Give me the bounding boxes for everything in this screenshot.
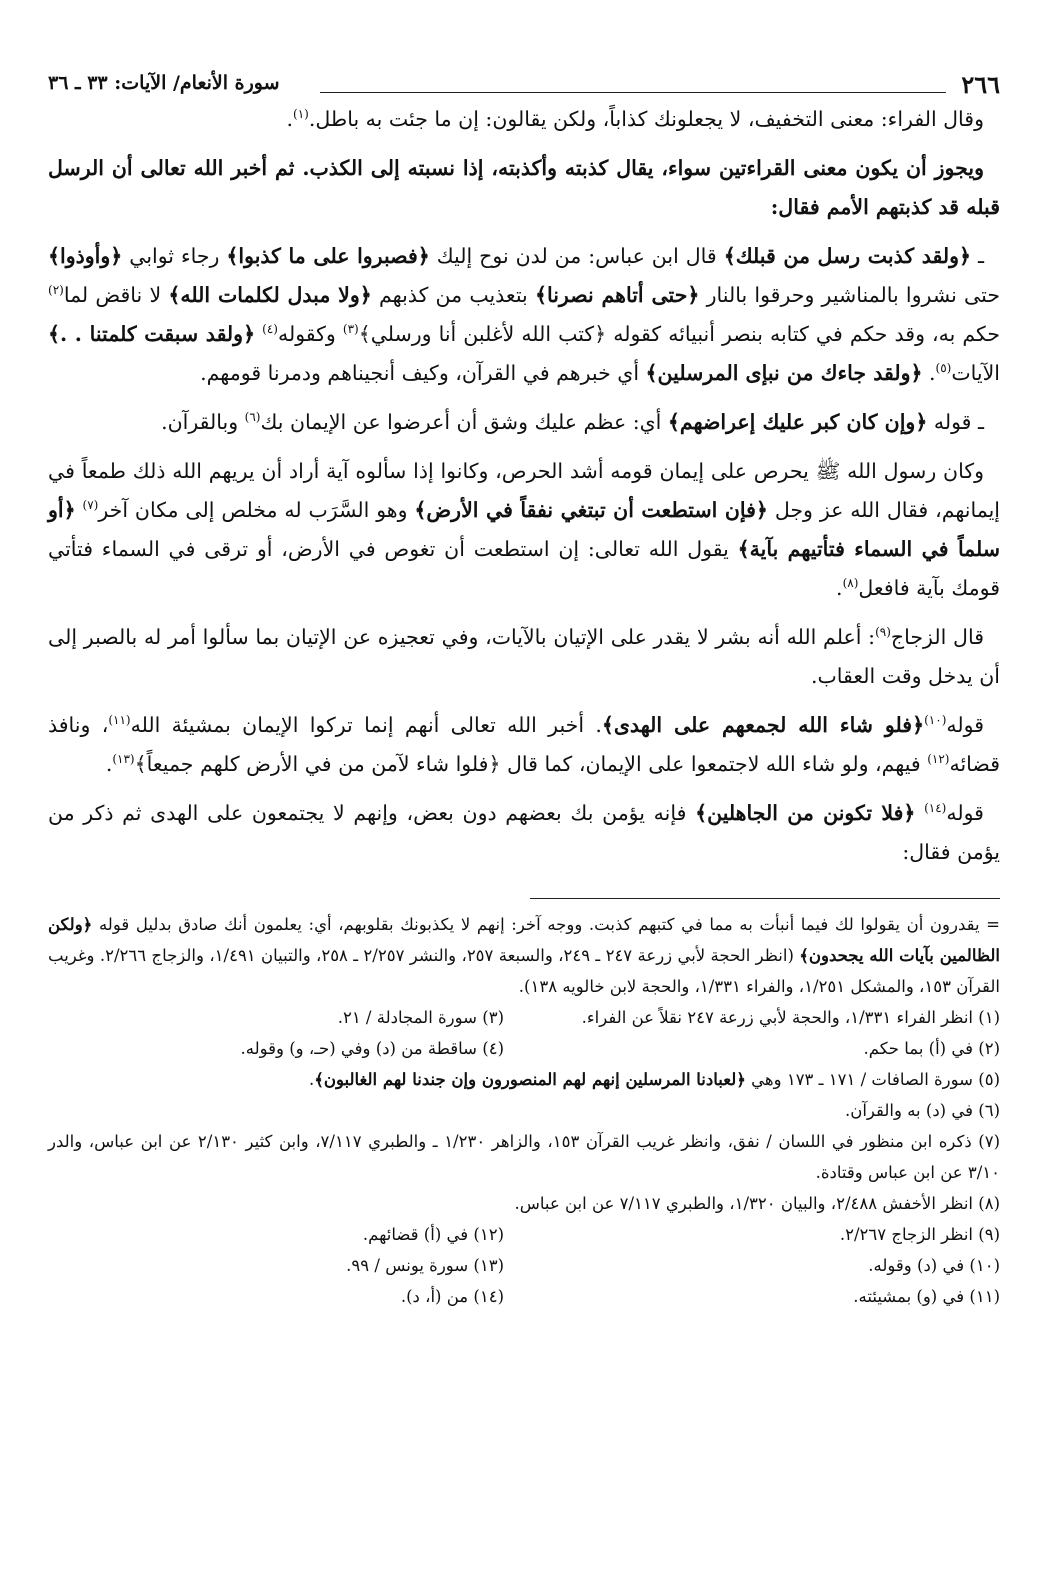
text-run: قال الزجاج	[890, 625, 984, 649]
quran-quote: ﴿حتى أتاهم نصرنا﴾	[534, 283, 700, 307]
footnote-6: (٦) في (د) به والقرآن.	[844, 1101, 1000, 1120]
text-run: (انظر الحجة لأبي زرعة ٢٤٧ ـ ٢٤٩، والسبعة ٢٥٧، والنشر ٢/٢٥٧ ـ ٢٥٨، والتبيان ١/٤٩١، والزجاج ٢/٢٦٦. وغريب القرآن ١٥٣، والمشكل ١/٢٥١، والفراء ١/٣٣١، والحجة لابن خالويه ١٣٨).	[48, 946, 1000, 996]
text-run: الآيات	[951, 361, 1000, 385]
quran-quote: ﴿ولقد سبقت كلمتنا . .﴾	[48, 322, 256, 346]
text-run: .	[105, 752, 113, 776]
text-run: .	[836, 576, 843, 600]
text-run	[76, 498, 83, 522]
text-run: قوله	[946, 801, 984, 825]
paragraph	[48, 149, 1000, 227]
text-run: لا ناقض لما	[63, 283, 169, 307]
quran-quote: ﴿فلا تكونن من الجاهلين﴾	[695, 801, 916, 825]
footnote-item: (١١) في (و) بمشيئته.	[853, 1287, 1000, 1306]
quran-quote: ويجوز أن يكون معنى القراءتين سواء، يقال كذبته وأكذبته، إذا نسبته إلى الكذب. ثم أخبر الله تعالى أن الرسل قبله قد كذبتهم الأمم فقال:	[48, 156, 1000, 219]
footnote-marker: (٧)	[82, 498, 99, 513]
text-run: وبالقرآن.	[161, 410, 245, 434]
footnote-marker: (١٤)	[924, 801, 947, 816]
paragraph	[48, 237, 1000, 393]
footnote-5	[48, 1064, 1000, 1095]
quran-quote: ﴿ولا مبدل لكلمات الله﴾	[168, 283, 372, 307]
quran-quote: ﴿فلو شاء الله لجمعهم على الهدى﴾	[601, 713, 925, 737]
footnote-marker: (٦)	[244, 410, 261, 425]
footnote-continuation	[48, 909, 1000, 1002]
running-head: سورة الأنعام/ الآيات: ٣٣ ـ ٣٦	[48, 72, 280, 94]
paragraph	[48, 452, 1000, 608]
footnote-item: (١٢) في (أ) قضائهم.	[362, 1225, 504, 1244]
quran-quote: ﴿أو سلماً في السماء فتأتيهم بآية﴾	[48, 498, 1001, 561]
footnote-separator	[530, 898, 1000, 899]
text-run: ـ	[971, 244, 984, 268]
footnote-item: (٢) في (أ) بما حكم.	[863, 1039, 1000, 1058]
footnotes	[48, 909, 1000, 1312]
text-run: أي: عظم عليك وشق أن أعرضوا عن الإيمان بك	[260, 410, 668, 434]
quran-quote: ﴿فصبروا على ما كذبوا﴾	[226, 244, 430, 268]
text-run: وهو السَّرَب له مخلص إلى مكان آخر	[98, 498, 415, 522]
footnote-marker: (٤)	[262, 322, 278, 337]
footnote-marker: (٥)	[935, 361, 952, 376]
quran-quote: ﴿وأوذوا﴾	[48, 244, 123, 268]
footnote-marker: (٣)	[342, 322, 359, 337]
text-run: (٥) سورة الصافات / ١٧١ ـ ١٧٣ وهي	[745, 1070, 1000, 1089]
footnote-pairs	[48, 1002, 1000, 1064]
text-run	[915, 801, 924, 825]
book-page	[48, 60, 1000, 1560]
footnote-marker: (٩)	[875, 625, 891, 640]
paragraph	[48, 100, 1000, 139]
text-run: وقال الفراء: معنى التخفيف، لا يجعلونك كذاباً، ولكن يقالون: إن ما جئت به باطل.	[308, 107, 984, 131]
text-run: قوله	[946, 713, 985, 737]
text-run: بتعذيب من كذبهم	[371, 283, 535, 307]
text-run: ـ قوله	[927, 410, 984, 434]
text-run: . أخبر الله تعالى أنهم إنما تركوا الإيمان بمشيئة الله	[130, 713, 602, 737]
quran-quote: ﴿وإن كان كبر عليك إعراضهم﴾	[667, 410, 928, 434]
quran-quote: ﴿ولقد جاءك من نبإى المرسلين﴾	[645, 361, 923, 385]
text-run: .	[922, 361, 936, 385]
footnote-item: (١٤) من (أ، د).	[400, 1287, 504, 1306]
footnote-item: (٤) ساقطة من (د) وفي (حـ، و) وقوله.	[240, 1039, 504, 1058]
footnote-marker: (١)	[293, 107, 309, 122]
footnote-marker: (١٣)	[112, 752, 135, 767]
text-run: يقول الله تعالى: إن استطعت أن تغوص في الأرض، أو ترقى في السماء فتأتي قومك بآية فافعل	[48, 537, 1000, 600]
header-rule	[320, 92, 946, 93]
text-run: = يقدرون أن يقولوا لك فيما أنبأت به مما في كتبهم كذبت. ووجه آخر: إنهم لا يكذبونك بقلوبهم، أي: يعلمون أنك صادق بدليل قوله	[92, 915, 1000, 934]
paragraph	[48, 706, 1000, 784]
text-run: حكم به، وقد حكم في كتابه بنصر أنبيائه كقوله ﴿كتب الله لأغلبن أنا ورسلي﴾	[358, 322, 1000, 346]
quran-quote: ﴿ولكن الظالمين بآيات الله يجحدون﴾	[48, 915, 1001, 965]
page-header	[48, 60, 1000, 100]
text-run: .	[286, 107, 294, 131]
quran-quote: ﴿لعبادنا المرسلين إنهم لهم المنصورون وإن جندنا لهم الغالبون﴾	[314, 1070, 746, 1089]
footnote-marker: (١٢)	[927, 752, 950, 767]
quran-quote: ﴿ولقد كذبت رسل من قبلك﴾	[723, 244, 971, 268]
paragraph	[48, 618, 1000, 696]
footnote-item: (٣) سورة المجادلة / ٢١.	[337, 1008, 504, 1027]
footnote-marker: (٨)	[842, 576, 859, 591]
text-run: فإنه يؤمن بك بعضهم دون بعض، وإنهم لا يجتمعون على الهدى ثم ذكر من يؤمن فقال:	[48, 801, 1000, 864]
text-run: وكقوله	[277, 322, 343, 346]
text-run: وكان رسول الله ﷺ يحرص على إيمان قومه أشد الحرص، وكانوا إذا سألوه آية أراد أن يريهم الله ذلك طمعاً في إيمانهم، فقال الله عز وجل	[48, 459, 1000, 522]
text-run: .	[308, 1070, 315, 1089]
text-run: : أعلم الله أنه بشر لا يقدر على الإتيان بالآيات، وفي تعجيزه عن الإتيان بما سألوا أمر له بالصبر إلى أن يدخل وقت العقاب.	[48, 625, 1000, 688]
footnote-marker: (٢)	[48, 283, 64, 298]
text-run: ، ونافذ قضائه	[48, 713, 1000, 776]
footnote-item: (٩) انظر الزجاج ٢/٢٦٧.	[839, 1225, 1000, 1244]
page-number: ٢٦٦	[961, 70, 1000, 99]
footnote-item: (١) انظر الفراء ١/٣٣١، والحجة لأبي زرعة ٢٤٧ نقلاً عن الفراء.	[581, 1008, 1000, 1027]
footnote-marker: (١٠)	[924, 713, 947, 728]
footnote-marker: (١١)	[108, 713, 131, 728]
footnote-item: (١٠) في (د) وقوله.	[868, 1256, 1000, 1275]
footnote-7: (٧) ذكره ابن منظور في اللسان / نفق، وانظر غريب القرآن ١٥٣، والزاهر ١/٢٣٠ ـ والطبري ٧/١١٧، وابن كثير ٢/١٣٠ عن ابن عباس، والدر ٣/١٠ عن ابن عباس وقتادة.	[48, 1132, 1000, 1182]
text-run: أي خبرهم في القرآن، وكيف أنجيناهم ودمرنا قومهم.	[200, 361, 646, 385]
paragraph	[48, 794, 1000, 872]
footnote-8: (٨) انظر الأخفش ٢/٤٨٨، والبيان ١/٣٢٠، والطبري ٧/١١٧ عن ابن عباس.	[514, 1194, 1000, 1213]
footnote-last-pairs	[48, 1219, 1000, 1312]
paragraph	[48, 403, 1000, 442]
footnote-item: (١٣) سورة يونس / ٩٩.	[346, 1256, 504, 1275]
text-run: حتى نشروا بالمناشير وحرقوا بالنار	[699, 283, 1000, 307]
text-run: فيهم، ولو شاء الله لاجتمعوا على الإيمان، كما قال ﴿فلوا شاء لآمن من في الأرض كلهم جميعاً﴾	[134, 752, 928, 776]
text-run: رجاء ثوابي	[122, 244, 227, 268]
text-run: قال ابن عباس: من لدن نوح إليك	[429, 244, 724, 268]
main-text	[48, 100, 1000, 872]
quran-quote: ﴿فإن استطعت أن تبتغي نفقاً في الأرض﴾	[414, 498, 768, 522]
